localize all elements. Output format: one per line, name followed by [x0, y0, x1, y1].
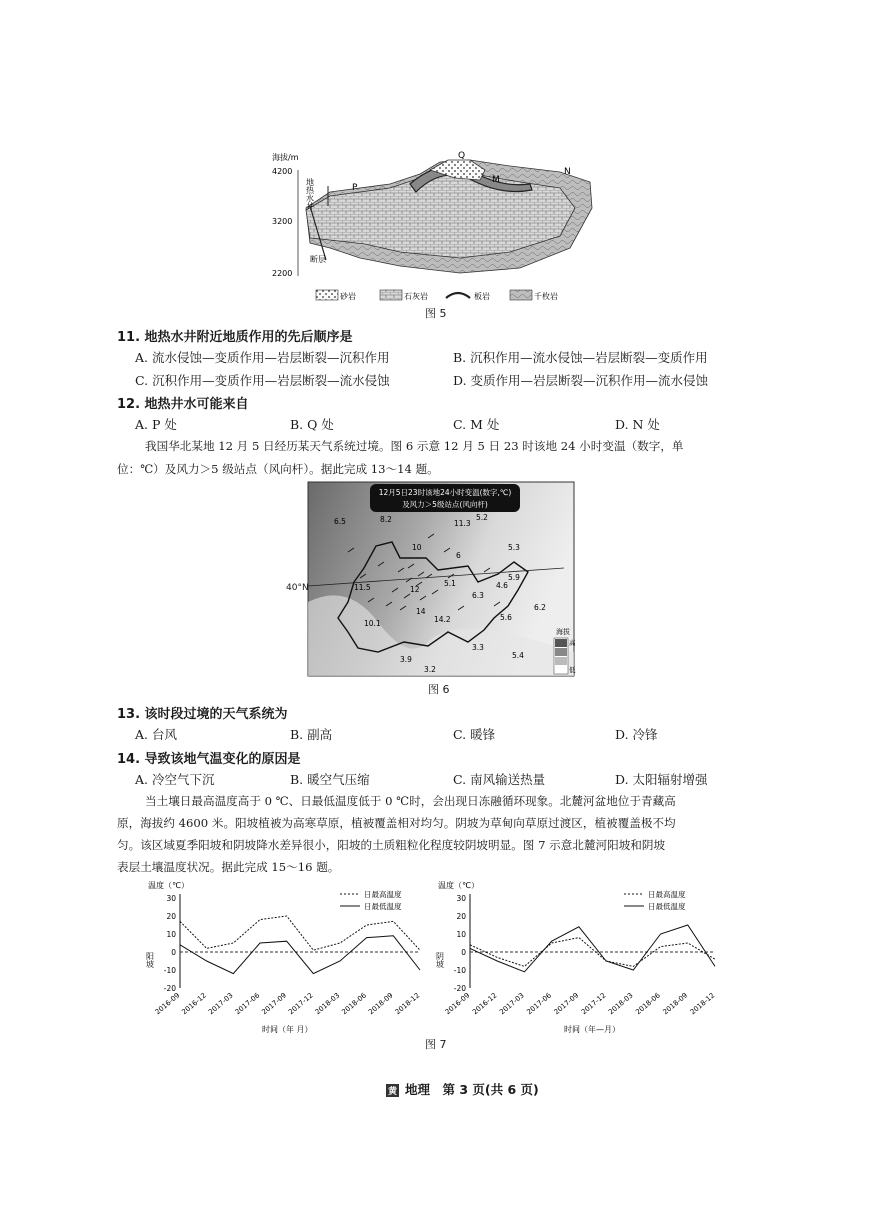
figure-6-caption: 图 6 — [428, 683, 450, 696]
intro-13-14-line1: 我国华北某地 12 月 5 日经历某天气系统过境。图 6 示意 12 月 5 日 23 时该地 24 小时变温（数字，单 — [145, 439, 684, 453]
x-tick-label: 2017-03 — [207, 991, 235, 1017]
x-tick-label: 2017-06 — [525, 991, 553, 1017]
fig5-tick: 2200 — [272, 269, 293, 278]
y-tick-label: -10 — [453, 966, 466, 975]
x-tick-label: 2017-12 — [287, 991, 315, 1017]
legend-slate: 板岩 — [474, 292, 490, 301]
fig6-legend-high: 高 — [569, 639, 576, 647]
question-13-stem: 13. 该时段过境的天气系统为 — [117, 707, 288, 722]
intro-15-16-line4: 表层土壤温度状况。据此完成 15～16 题。 — [117, 860, 340, 874]
fig6-value: 14 — [416, 607, 426, 616]
fig5-tick: 4200 — [272, 167, 293, 176]
q13-option-b[interactable]: B. 副高 — [290, 727, 333, 742]
fig7-left-legend-max: 日最高温度 — [364, 890, 402, 899]
q14-option-b[interactable]: B. 暖空气压缩 — [290, 772, 370, 787]
y-tick-label: 30 — [456, 894, 466, 903]
legend-limestone: 石灰岩 — [404, 292, 428, 301]
fig7-right-legend-max: 日最高温度 — [648, 890, 686, 899]
fig7-right-side-label: 阴坡 — [435, 952, 445, 968]
x-tick-label: 2018-03 — [607, 991, 635, 1017]
fig6-value: 3.2 — [424, 665, 436, 674]
intro-15-16-line1: 当土壤日最高温度高于 0 ℃、日最低温度低于 0 ℃时，会出现日冻融循环现象。北麓河盆地位于青藏高 — [145, 794, 676, 808]
series-max-line — [180, 916, 420, 950]
fig6-value: 6.2 — [534, 603, 546, 612]
fig7-left-xlabel: 时间（年 月） — [262, 1025, 313, 1034]
y-tick-label: -10 — [163, 966, 176, 975]
q11-option-b[interactable]: B. 沉积作用—流水侵蚀—岩层断裂—变质作用 — [453, 350, 708, 365]
fig6-value: 4.6 — [496, 581, 508, 590]
series-min-line — [470, 925, 715, 972]
x-tick-label: 2018-12 — [688, 991, 717, 1017]
fig6-lat-label: 40°N — [286, 583, 309, 593]
fig6-value: 11.5 — [354, 583, 371, 592]
fig6-value: 14.2 — [434, 615, 451, 624]
intro-13-14-line2: 位：℃）及风力＞5 级站点（风向杆）。据此完成 13～14 题。 — [117, 462, 439, 476]
question-12-stem: 12. 地热井水可能来自 — [117, 397, 249, 412]
fig6-value: 5.3 — [508, 543, 520, 552]
footer-logo: 黄 — [386, 1084, 399, 1097]
label-well: 地热水井 — [305, 178, 315, 210]
q12-option-d[interactable]: D. N 处 — [615, 417, 660, 432]
q14-option-d[interactable]: D. 太阳辐射增强 — [615, 772, 708, 787]
figure-7-charts — [140, 876, 730, 1036]
q12-option-a[interactable]: A. P 处 — [135, 417, 177, 432]
y-tick-label: 10 — [456, 930, 466, 939]
fig6-value: 5.2 — [476, 513, 488, 522]
q11-option-d[interactable]: D. 变质作用—岩层断裂—沉积作用—流水侵蚀 — [453, 373, 709, 388]
x-tick-label: 2016-09 — [153, 991, 182, 1017]
x-tick-label: 2017-09 — [260, 991, 288, 1017]
y-tick-label: -20 — [453, 984, 466, 993]
fig6-value: 8.2 — [380, 515, 392, 524]
x-tick-label: 2018-06 — [634, 991, 662, 1017]
fig7-right-xlabel: 时间（年—月） — [564, 1025, 620, 1034]
fig6-value: 6.5 — [334, 517, 346, 526]
fig5-axis-title: 海拔/m — [272, 153, 299, 162]
x-tick-label: 2017-12 — [579, 991, 608, 1017]
fig6-value: 3.3 — [472, 643, 484, 652]
y-tick-label: 0 — [461, 948, 466, 957]
label-P: P — [352, 183, 358, 193]
x-tick-label: 2017-09 — [552, 991, 581, 1017]
fig6-value: 6.3 — [472, 591, 484, 600]
x-tick-label: 2017-03 — [498, 991, 526, 1017]
label-N: N — [564, 167, 571, 177]
q13-option-a[interactable]: A. 台风 — [135, 727, 177, 742]
intro-15-16-line3: 匀。该区域夏季阳坡和阴坡降水差异很小，阳坡的土质粗粒化程度较阴坡明显。图 7 示意北麓河阳坡和阴坡 — [117, 838, 666, 852]
legend-phyllite: 千枚岩 — [534, 292, 558, 301]
x-tick-label: 2018-09 — [661, 991, 690, 1017]
fig6-value: 12 — [410, 585, 420, 594]
x-tick-label: 2016-09 — [443, 991, 472, 1017]
fig6-value: 11.3 — [454, 519, 471, 528]
page-footer — [386, 1080, 539, 1098]
q13-option-c[interactable]: C. 暖锋 — [453, 727, 496, 742]
fig7-left-side-label: 阳坡 — [145, 952, 155, 968]
question-14-stem: 14. 导致该地气温变化的原因是 — [117, 752, 301, 767]
fig6-value: 5.9 — [508, 573, 520, 582]
fig6-title-2: 及风力＞5级站点(风向杆) — [402, 500, 488, 509]
question-11-stem: 11. 地热水井附近地质作用的先后顺序是 — [117, 330, 353, 345]
q14-option-a[interactable]: A. 冷空气下沉 — [135, 772, 215, 787]
fig6-value: 5.6 — [500, 613, 512, 622]
q11-option-c[interactable]: C. 沉积作用—变质作用—岩层断裂—流水侵蚀 — [135, 373, 390, 388]
legend-sandstone: 砂岩 — [340, 292, 356, 301]
q11-option-a[interactable]: A. 流水侵蚀—变质作用—岩层断裂—沉积作用 — [135, 350, 390, 365]
fig6-value: 10 — [412, 543, 422, 552]
series-min-line — [180, 936, 420, 974]
fig6-value: 3.9 — [400, 655, 412, 664]
y-tick-label: 30 — [166, 894, 176, 903]
fig7-right-ylabel: 温度（℃） — [438, 881, 479, 890]
fig7-right-legend-min: 日最低温度 — [648, 902, 686, 911]
x-tick-label: 2018-03 — [313, 991, 342, 1017]
q12-option-c[interactable]: C. M 处 — [453, 417, 500, 432]
fig6-legend-low: 低 — [569, 666, 576, 674]
fig6-value: 10.1 — [364, 619, 381, 628]
y-tick-label: 10 — [166, 930, 176, 939]
intro-15-16-line2: 原，海拔约 4600 米。阳坡植被为高寒草原，植被覆盖相对均匀。阴坡为草甸向草原过渡区，植被覆盖极不均 — [117, 816, 676, 830]
q12-option-b[interactable]: B. Q 处 — [290, 417, 334, 432]
figure-7-caption: 图 7 — [425, 1038, 447, 1051]
fig6-value: 5.4 — [512, 651, 524, 660]
label-Q: Q — [458, 151, 466, 161]
fig7-left-ylabel: 温度（℃） — [148, 881, 189, 890]
label-M: M — [492, 175, 500, 185]
figure-5-cross-section — [270, 148, 610, 318]
x-tick-label: 2016-12 — [470, 991, 499, 1017]
x-tick-label: 2018-06 — [340, 991, 368, 1017]
q13-option-d[interactable]: D. 冷锋 — [615, 727, 658, 742]
y-tick-label: -20 — [163, 984, 176, 993]
fig7-left-legend-min: 日最低温度 — [364, 902, 402, 911]
figure-5-caption: 图 5 — [425, 307, 447, 320]
x-tick-label: 2018-12 — [393, 991, 422, 1017]
x-tick-label: 2016-12 — [180, 991, 208, 1017]
y-tick-label: 20 — [166, 912, 176, 921]
footer-page-info: 地理 第 3 页(共 6 页) — [405, 1082, 539, 1097]
fig6-legend-title: 海拔 — [556, 628, 570, 636]
fig6-value: 6 — [456, 551, 461, 560]
x-tick-label: 2018-09 — [367, 991, 395, 1017]
y-tick-label: 20 — [456, 912, 466, 921]
y-tick-label: 0 — [171, 948, 176, 957]
fig6-value: 5.1 — [444, 579, 456, 588]
x-tick-label: 2017-06 — [233, 991, 262, 1017]
fig6-title-1: 12月5日23时该地24小时变温(数字,℃) — [378, 488, 512, 497]
label-fault: 断层 — [310, 255, 326, 264]
figure-6-map — [308, 482, 574, 676]
q14-option-c[interactable]: C. 南风输送热量 — [453, 772, 546, 787]
fig5-tick: 3200 — [272, 217, 293, 226]
